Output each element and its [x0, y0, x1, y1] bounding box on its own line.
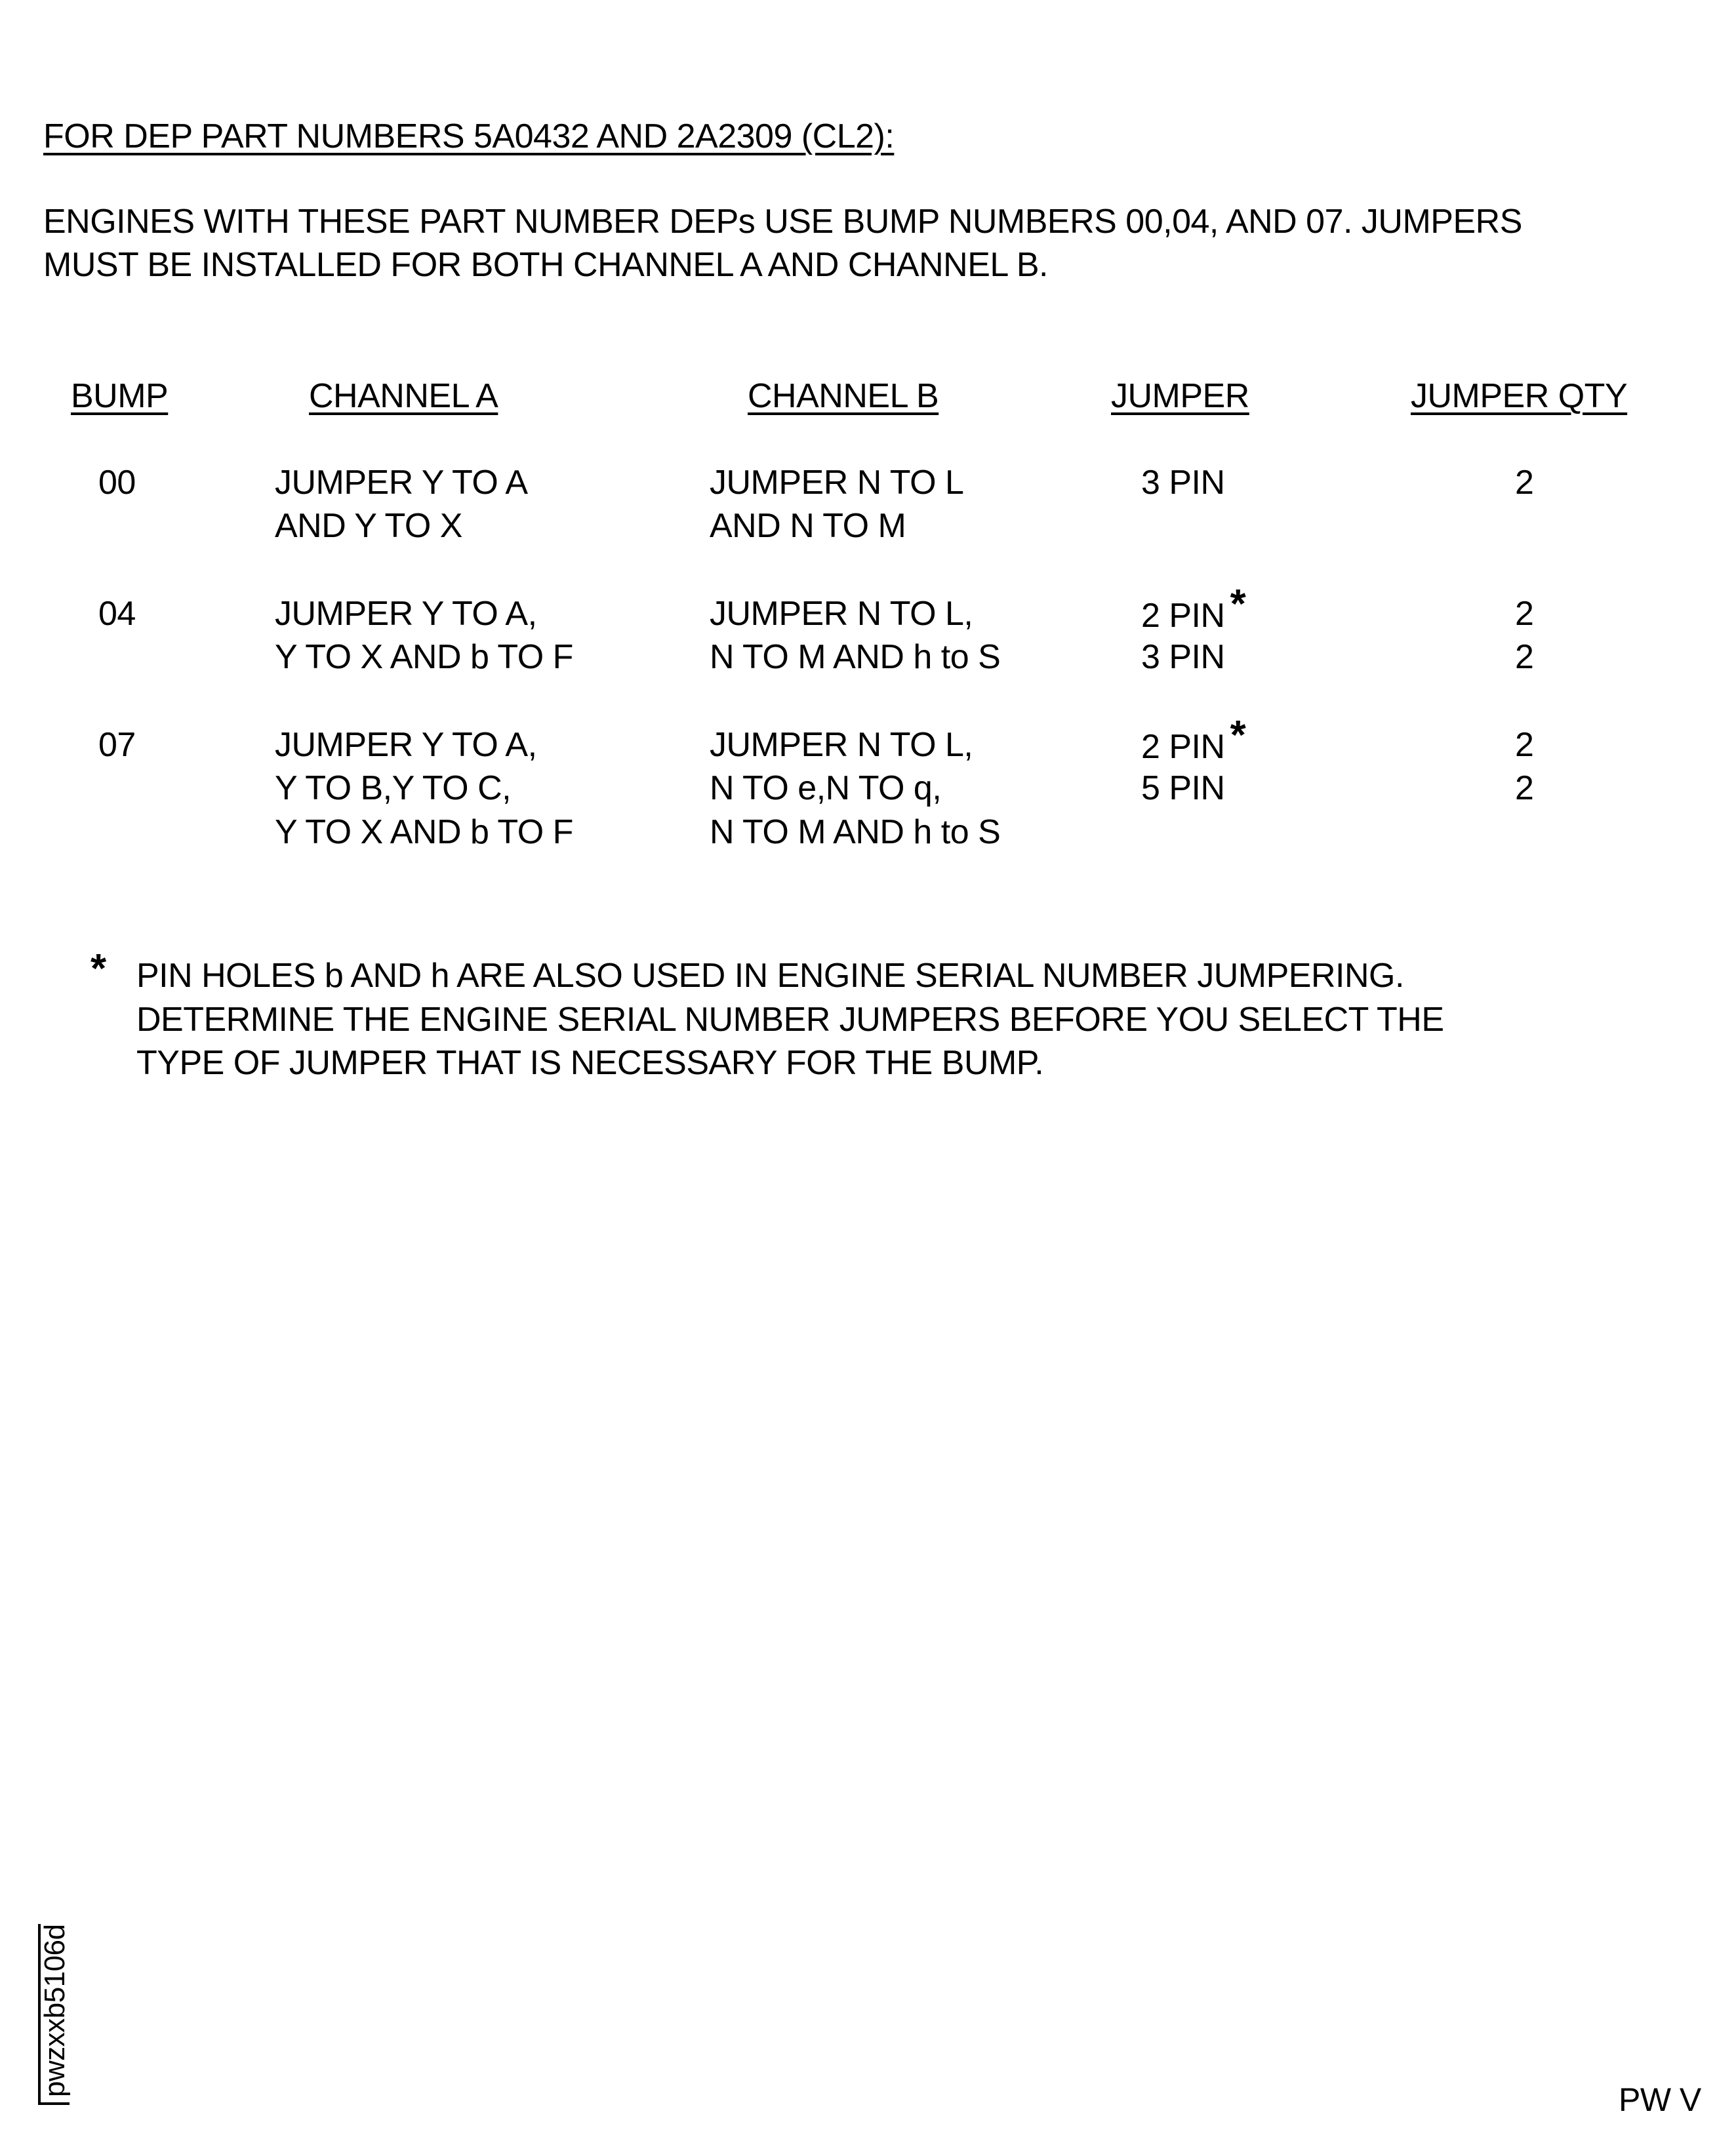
jumper-cell: 3 PIN	[1141, 638, 1225, 676]
bump-cell: 07	[98, 726, 136, 764]
jumper-cell	[1141, 582, 1246, 635]
figure-id-label: pwzxxb5106d	[38, 1924, 70, 2105]
footnote-line-1: PIN HOLES b AND h ARE ALSO USED IN ENGINE SERIAL NUMBER JUMPERING.	[136, 957, 1404, 995]
channel-a-cell: JUMPER Y TO A,	[275, 595, 537, 633]
channel-b-cell: N TO e,N TO q,	[710, 769, 942, 807]
channel-b-cell: JUMPER N TO L	[710, 464, 964, 502]
qty-cell: 2	[1515, 769, 1534, 807]
asterisk-icon: *	[1230, 713, 1246, 758]
jumper-value: 2 PIN	[1141, 728, 1225, 766]
channel-a-cell: AND Y TO X	[275, 507, 462, 545]
asterisk-icon: *	[1230, 582, 1246, 627]
section-title: FOR DEP PART NUMBERS 5A0432 AND 2A2309 (CL2):	[43, 117, 895, 155]
header-jumper-qty: JUMPER QTY	[1411, 377, 1628, 415]
intro-line-2: MUST BE INSTALLED FOR BOTH CHANNEL A AND CHANNEL B.	[43, 246, 1048, 284]
footnote-line-2: DETERMINE THE ENGINE SERIAL NUMBER JUMPERS BEFORE YOU SELECT THE	[136, 1001, 1444, 1039]
header-jumper: JUMPER	[1111, 377, 1249, 415]
qty-cell: 2	[1515, 638, 1534, 676]
footnote-line-3: TYPE OF JUMPER THAT IS NECESSARY FOR THE BUMP.	[136, 1044, 1044, 1082]
channel-b-cell: N TO M AND h to S	[710, 813, 1001, 851]
qty-cell: 2	[1515, 595, 1534, 633]
channel-a-cell: JUMPER Y TO A	[275, 464, 528, 502]
channel-b-cell: N TO M AND h to S	[710, 638, 1001, 676]
channel-b-cell: JUMPER N TO L,	[710, 595, 973, 633]
channel-a-cell: Y TO X AND b TO F	[275, 813, 573, 851]
header-channel-a: CHANNEL A	[309, 377, 498, 415]
bump-cell: 00	[98, 464, 136, 502]
qty-cell: 2	[1515, 726, 1534, 764]
intro-line-1: ENGINES WITH THESE PART NUMBER DEPs USE BUMP NUMBERS 00,04, AND 07. JUMPERS	[43, 203, 1522, 241]
header-channel-b: CHANNEL B	[748, 377, 939, 415]
channel-b-cell: JUMPER N TO L,	[710, 726, 973, 764]
header-bump: BUMP	[71, 377, 169, 415]
bump-cell: 04	[98, 595, 136, 633]
channel-b-cell: AND N TO M	[710, 507, 906, 545]
channel-a-cell: Y TO X AND b TO F	[275, 638, 573, 676]
footer-code: PW V	[1619, 2081, 1701, 2118]
jumper-cell: 5 PIN	[1141, 769, 1225, 807]
jumper-value: 2 PIN	[1141, 597, 1225, 635]
qty-cell: 2	[1515, 464, 1534, 502]
jumper-cell: 3 PIN	[1141, 464, 1225, 502]
jumper-cell	[1141, 713, 1246, 766]
channel-a-cell: JUMPER Y TO A,	[275, 726, 537, 764]
channel-a-cell: Y TO B,Y TO C,	[275, 769, 512, 807]
footnote-asterisk-icon: *	[91, 946, 106, 991]
